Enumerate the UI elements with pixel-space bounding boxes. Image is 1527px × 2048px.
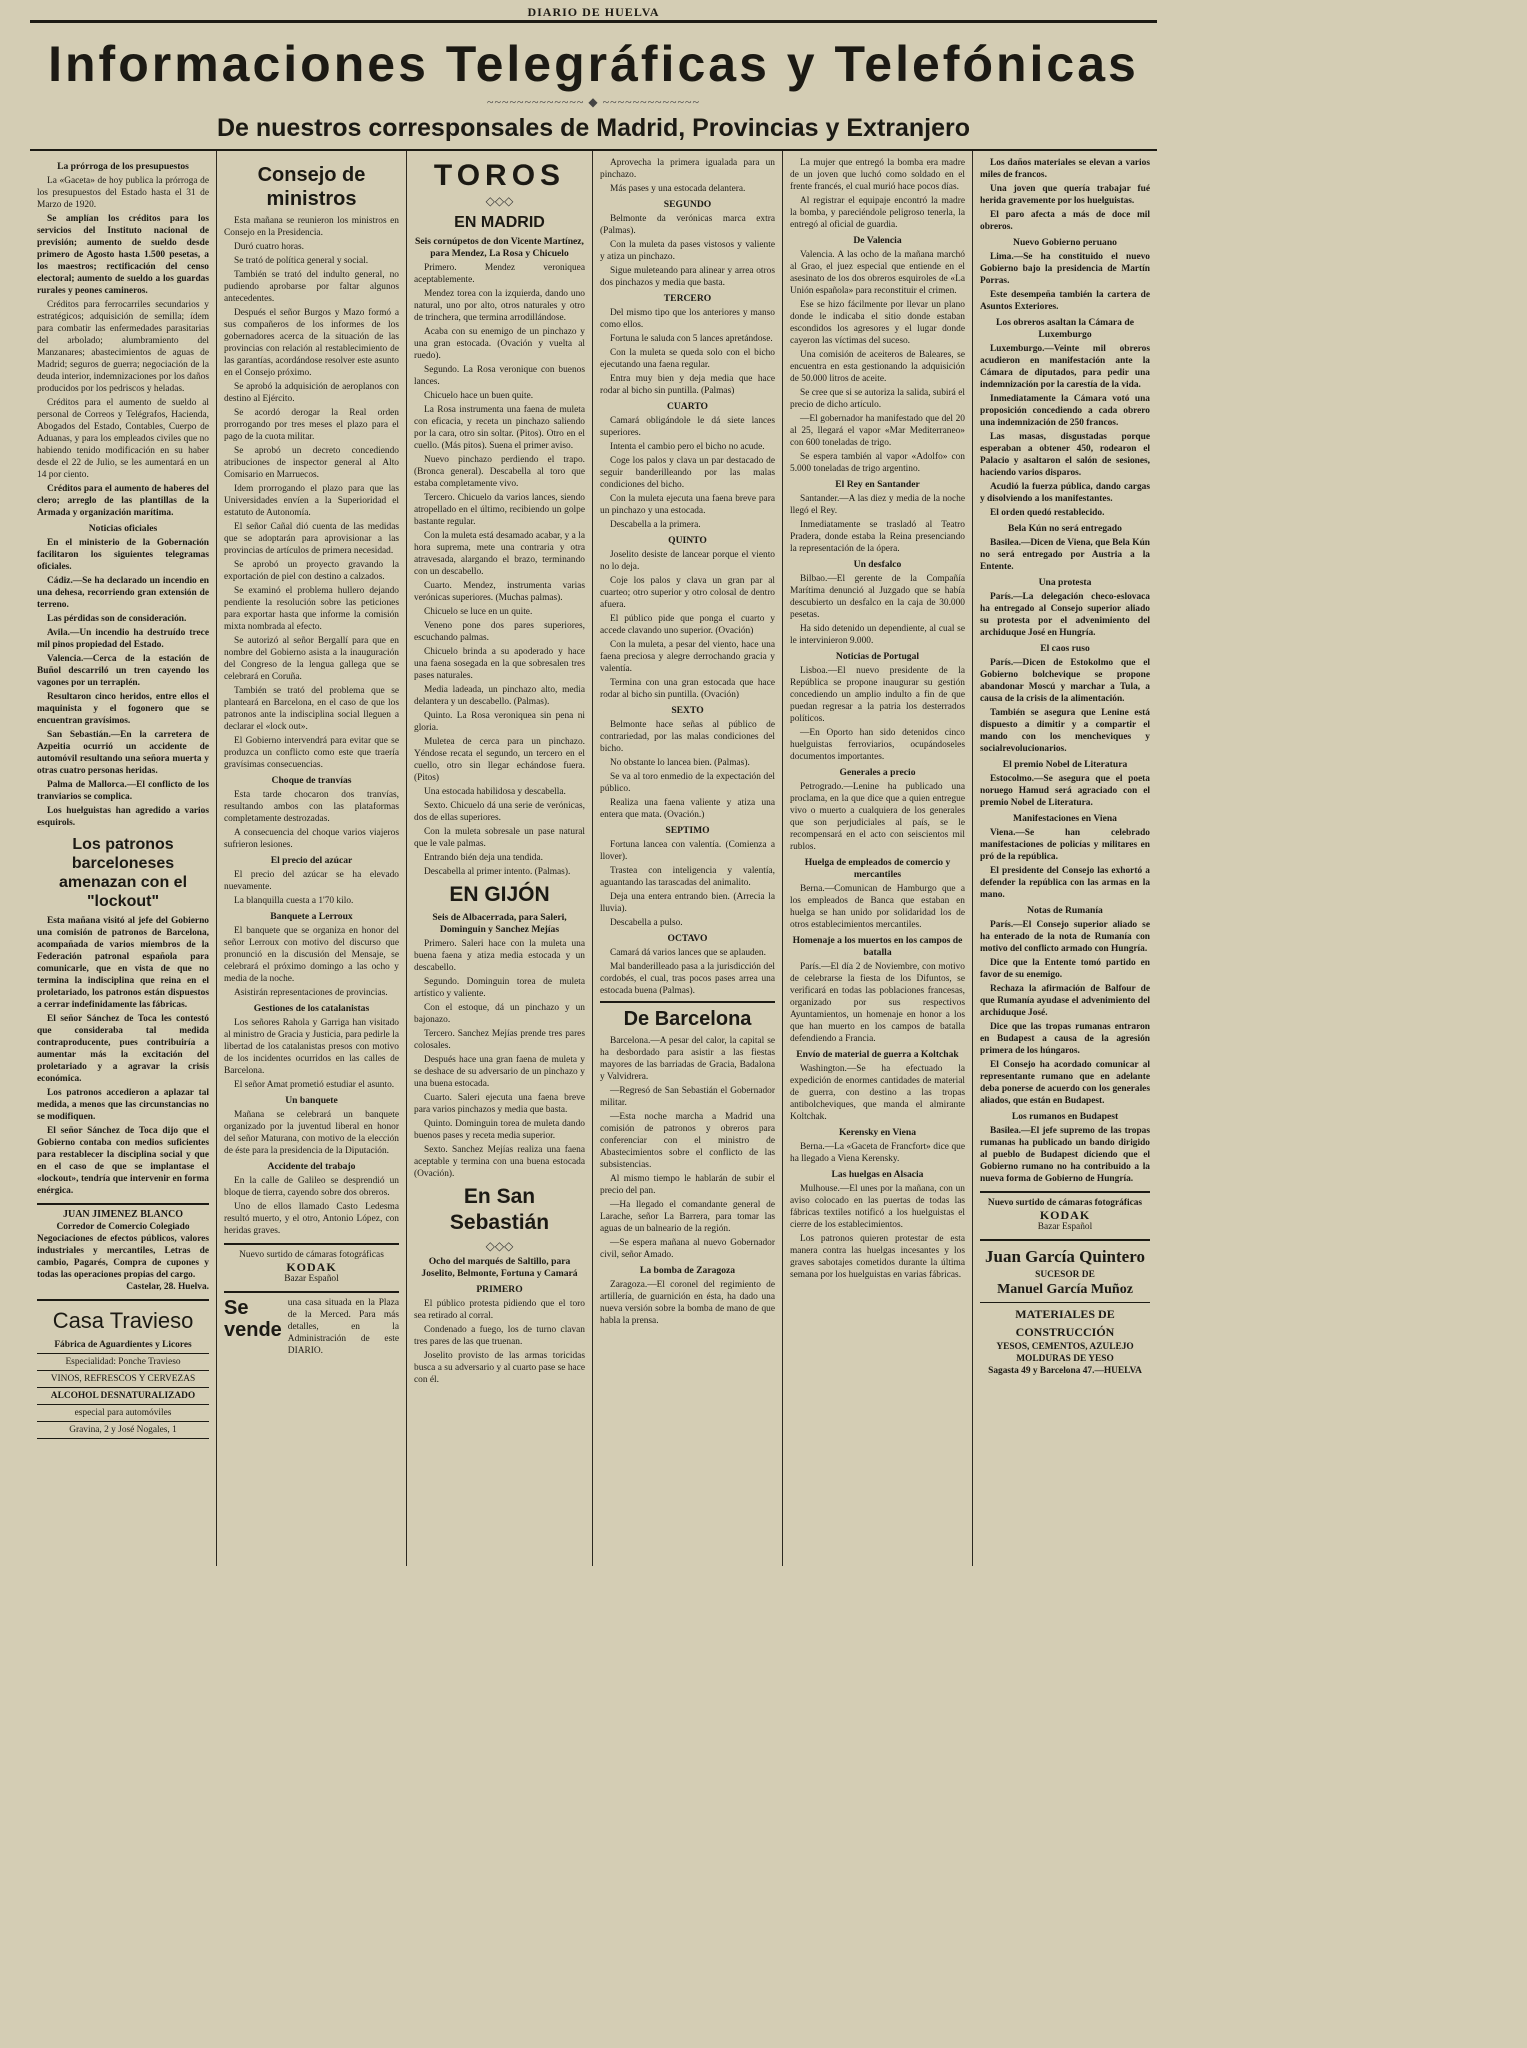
paragraph: La blanquilla cuesta a 1'70 kilo. [234,896,354,906]
paragraph: Se trató de política general y social. [234,256,369,266]
paragraph: El precio del azúcar se ha elevado nuevamente. [224,870,399,892]
paragraph: El orden quedó restablecido. [990,508,1105,518]
ad-garcia-quintero [980,1239,1150,1377]
paragraph: Después el señor Burgos y Mazo formó a sus compañeros de los informes de los gobernadores acerca de la situación de las provincias con relación al restablecimiento de las garantías, acordándose resolver este asunto en el Consejo próximo. [224,308,399,378]
ad-text: una casa situada en la Plaza de la Merced. Para más detalles, en la Administración de este DIARIO. [287,1298,399,1356]
article-heading: Nuevo Gobierno peruano [1013,237,1117,248]
section-heading: En San Sebastián [449,1185,550,1234]
article-heading: Choque de tranvías [271,775,352,786]
article-heading: Banquete a Lerroux [270,911,353,922]
article-heading: Noticias de Portugal [835,651,920,662]
article-heading: De Valencia [853,235,902,246]
paragraph: Entra muy bien y deja media que hace rodar al bicho sin puntilla. (Palmas) [600,374,775,396]
paragraph: Realiza una faena valiente y atiza una entera que mata. (Ovación.) [600,798,775,820]
paragraph: —Esta noche marcha a Madrid una comisión de patronos y obreros para conferenciar con el ministro de Abastecimientos sobre el conflicto de las subsistencias. [600,1112,775,1170]
ad-text: Negociaciones de efectos públicos, valores industriales y mercantiles, Letras de cambio, Pagarés, Compra de cupones y todas las operaciones propias del cargo. [37,1234,209,1280]
paragraph: Duró cuatro horas. [234,242,305,252]
article-heading: La prórroga de los presupuestos [57,161,189,172]
paragraph: París.—El Consejo superior aliado se ha enterado de la nota de Rumanía con motivo del conflicto armado con Hungría. [980,920,1150,954]
paragraph: Esta tarde chocaron dos tranvías, resultando ambos con las plataformas completamente destrozadas. [224,790,399,824]
paragraph: Con la muleta se queda solo con el bicho ejecutando una faena regular. [600,348,775,370]
article-heading: El premio Nobel de Literatura [1002,759,1128,770]
article-heading: Notas de Rumanía [1027,905,1103,916]
ad-line: VINOS, REFRESCOS Y CERVEZAS [37,1371,209,1388]
paragraph: Créditos para ferrocarriles secundarios y estratégicos; adquisición de semilla; ídem para combatir las enfermedades parasitarias del arbolado; alumbramiento del Manzanares; abastecimientos de aguas de Madrid; seguros de guerra; negociación de la deuda interior, indemnizaciones por los daños producidos por los pedriscos y heladas. [37,300,209,394]
ad-line: Fábrica de Aguardientes y Licores [37,1337,209,1354]
paragraph: Berna.—La «Gaceta de Francfort» dice que ha llegado a Viena Kerensky. [790,1142,965,1164]
paragraph: La «Gaceta» de hoy publica la prórroga de los presupuestos del Estado hasta el 31 de Marzo de 1920. [37,176,209,210]
paragraph: Se acordó derogar la Real orden prorrogando por tres meses el plazo para el pago de la cuota militar. [224,408,399,442]
paragraph: También se trató del indulto general, no pudiendo aprobarse por faltar algunos antecedentes. [224,270,399,304]
headline: Informaciones Telegráficas y Telefónicas [48,36,1139,92]
paragraph: Viena.—Se han celebrado manifestaciones de policías y militares en pró de la república. [980,828,1150,862]
article-heading: Gestiones de los catalanistas [253,1003,370,1014]
paragraph: Los daños materiales se elevan a varios miles de francos. [980,158,1150,180]
ad-brand: KODAK [1039,1208,1091,1222]
paragraph: Esta mañana se reunieron los ministros en Consejo en la Presidencia. [224,216,399,238]
ad-line: Nuevo surtido de cámaras fotográficas [987,1198,1143,1208]
paragraph: El presidente del Consejo las exhortó a defender la república con las armas en la mano. [980,866,1150,900]
paragraph: Cádiz.—Se ha declarado un incendio en una dehesa, recorriendo gran extensión de terreno. [37,576,209,610]
paragraph: Petrogrado.—Lenine ha publicado una proclama, en la que dice que a quien entregue vivo o muerto a cualquiera de los generales que son perjudiciales al país, se le recompensará en el acto con seiscientos mil rublos. [790,782,965,852]
paragraph: El banquete que se organiza en honor del señor Lerroux con motivo del discurso que pronunció en la discusión del Mensaje, se celebrará el próximo domingo a las ocho y media de la noche. [224,926,399,984]
article-heading: Accidente del trabajo [267,1161,356,1172]
paragraph: Mulhouse.—El unes por la mañana, con un aviso colocado en las puertas de todas las fábricas textiles notificó a los huelguistas el cierre de los establecimientos. [790,1184,965,1230]
paragraph: Se aprobó un proyecto gravando la exportación de piel con destino a calzados. [224,560,399,582]
paragraph: Barcelona.—A pesar del calor, la capital se ha desbordado para asistir a las fiestas mayores de las barriadas de Gracia, Badalona y Valvidrera. [600,1036,775,1082]
paragraph: No obstante lo lancea bien. (Palmas). [610,758,750,768]
paragraph: Valencia. A las ocho de la mañana marchó al Grao, el juez especial que entiende en el asesinato de los dos obreros esquiroles de «La Unión española» para reconstituir el crimen. [790,250,965,296]
article-heading: Un desfalco [853,559,902,570]
paragraph: Mañana se celebrará un banquete organizado por la juventud liberal en honor del señor Maturana, con motivo de la elección de éste para la presidencia de la Diputación. [224,1110,399,1156]
paragraph: Inmediatamente se trasladó al Teatro Pradera, donde estaba la Reina presenciando la representación de la ópera. [790,520,965,554]
paragraph: Acudió la fuerza pública, dando cargas y disolviendo a los manifestantes. [980,482,1150,504]
paragraph: Bilbao.—El gerente de la Compañía Marítima denunció al Juzgado que se había descubierto un desfalco en la caja de 30.000 pesetas. [790,574,965,620]
ad-name: Casa Travieso [52,1308,194,1333]
paragraph: Se aprobó un decreto concediendo atribuciones de inspector general al Alto Comisario en Marruecos. [224,446,399,480]
paragraph: Créditos para el aumento de haberes del clero; arreglo de las plantillas de la Armada y organización marítima. [37,484,209,518]
ad-line: YESOS, CEMENTOS, AZULEJO [996,1342,1134,1352]
subheadline: De nuestros corresponsales de Madrid, Provincias y Extranjero [216,114,971,142]
paragraph: Valencia.—Cerca de la estación de Buñol descarriló un tren cayendo los vagones por un terraplén. [37,654,209,688]
ornament-divider: ~~~~~~~~~~~~~ ◆ ~~~~~~~~~~~~~ [486,95,701,109]
paragraph: Coje los palos y clava un gran par al cuarteo; otro superior y otro colosal de dentro afuera. [600,576,775,610]
paragraph: Joselito provisto de las armas toricidas busca a su adversario y al cuarto pase se hace con él. [414,1351,585,1385]
paragraph: Cuarto. Mendez, instrumenta varias verónicas superiores. (Muchas palmas). [414,581,585,603]
ad-se-vende [224,1291,399,1357]
paragraph: Chicuelo se luce en un quite. [424,607,533,617]
article-heading: Consejo de ministros [257,164,366,210]
paragraph: —Ha llegado el comandante general de Larache, señor La Barrera, para tomar las aguas de un balneario de la región. [600,1200,775,1234]
paragraph: Resultaron cinco heridos, entre ellos el maquinista y el fogonero que se encuentran gravísimos. [37,692,209,726]
paragraph: Primero. Mendez veroniquea aceptablemente. [414,263,585,285]
paragraph: El público pide que ponga el cuarto y accede clavando uno superior. (Ovación) [600,614,775,636]
paragraph: Al mismo tiempo le hablarán de subir el precio del pan. [600,1174,775,1196]
ad-line: Bazar Español [1037,1222,1093,1232]
paragraph: Los patronos accedieron a aplazar tal medida, a menos que las circunstancias no se modifiquen. [37,1088,209,1122]
paragraph: Créditos para el aumento de sueldo al personal de Correos y Telégrafos, Hacienda, Abogados del Estado, Contables, Cuerpo de Aduanas, y para los empleados civiles que no habiendo tenido modificación en su haber desde el 22 de Julio, se les aumentará en un 14 por ciento. [37,398,209,480]
paragraph: Del mismo tipo que los anteriores y manso como ellos. [600,308,775,330]
ad-line: Especialidad: Ponche Travieso [37,1354,209,1371]
paragraph: Mendez torea con la izquierda, dando uno natural, uno por alto, otros naturales y otro de trinchera, que termina arrodillándose. [414,289,585,323]
paragraph: Esta mañana visitó al jefe del Gobierno una comisión de patronos de Barcelona, acompañada de varios miembros de la Federación patronal española para comunicarle, que en vista de que no termina la indisciplina que reina en el proletariado, los patronos están dispuestos a cerrar indefinidamente las fábricas. [37,916,209,1010]
article-heading: CUARTO [666,401,709,412]
ad-line: Gravina, 2 y José Nogales, 1 [37,1422,209,1439]
ad-line: especial para automóviles [37,1405,209,1422]
column-6 [972,151,1157,1566]
paragraph: Aprovecha la primera igualada para un pinchazo. [600,158,775,180]
ornament-divider: ◇◇◇ [485,1239,514,1253]
paragraph: Descabella al primer intento. (Palmas). [424,867,571,877]
paragraph: Con la muleta ejecuta una faena breve para un pinchazo y una estocada. [600,494,775,516]
article-heading: Generales a precio [839,767,916,778]
paragraph: El señor Amat prometió estudiar el asunto. [234,1080,395,1090]
paragraph: —El gobernador ha manifestado que del 20 al 25, llegará el vapor «Mar Mediterraneo» con 600 toneladas de trigo. [790,414,965,448]
column-2 [216,151,406,1566]
paragraph: Deja una entera entrando bien. (Arrecia la lluvia). [600,892,775,914]
article-heading: Los patronos barceloneses amenazan con el "lockout" [58,836,188,910]
paragraph: Después hace una gran faena de muleta y se deshace de su adversario de un pinchazo y una buena estocada. [414,1055,585,1089]
paragraph: El señor Cañal dió cuenta de las medidas que se adoptarán para aprovisionar a las provincias de artículos de primera necesidad. [224,522,399,556]
section-heading: TOROS [433,159,566,192]
columns [30,151,1157,1566]
paragraph: Se examinó el problema hullero dejando pendiente la resolución sobre las peticiones para exportar hasta que informe la comisión mixta nombrada al efecto. [224,586,399,632]
paragraph: Coge los palos y clava un par destacado de seguir banderilleando por las malas condiciones del bicho. [600,456,775,490]
column-1 [30,151,216,1566]
ad-casa-travieso [37,1299,209,1439]
column-3 [406,151,592,1566]
paragraph: Dice que las tropas rumanas entraron en Budapest a causa de la agresión primera de los húngaros. [980,1022,1150,1056]
paragraph: París.—La delegación checo-eslovaca ha entregado al Consejo superior aliado su protesta por el advenimiento del archiduque José en Hungría. [980,592,1150,638]
paragraph: —En Oporto han sido detenidos cinco huelguistas ferroviarios, ocupándoseles documentos importantes. [790,728,965,762]
paragraph: —Regresó de San Sebastián el Gobernador militar. [600,1086,775,1108]
paragraph: La Rosa instrumenta una faena de muleta con eficacia, y receta un pinchazo saliendo por la cara, otro sin soltar. (Pitos). Otro en el cuello. (Más pitos). Suena el primer aviso. [414,405,585,451]
paragraph: Media ladeada, un pinchazo alto, media delantera y un descabello. (Palmas). [414,685,585,707]
paragraph: Santander.—A las diez y media de la noche llegó el Rey. [790,494,965,516]
paragraph: Asistirán representaciones de provincias. [234,988,388,998]
paragraph: Rechaza la afirmación de Balfour de que Rumanía ayudase el advenimiento del archiduque José. [980,984,1150,1018]
paragraph: Los huelguistas han agredido a varios esquirols. [37,806,209,828]
paragraph: Idem prorrogando el plazo para que las Universidades envíen a la Superioridad el estatuto de Autonomía. [224,484,399,518]
ad-brand: KODAK [286,1260,337,1274]
paragraph: Belmonte da verónicas marca extra (Palmas). [600,214,775,236]
paragraph: Este desempeña también la cartera de Asuntos Exteriores. [980,290,1150,312]
paragraph: Con la muleta está desamado acabar, y a la hora suprema, mete una contraria y otra atravesada, alargando el brazo, terminando con un descabello. [414,531,585,577]
paragraph: Joselito desiste de lancear porque el viento no lo deja. [600,550,775,572]
article-heading: Seis de Albacerrada, para Saleri, Dominguin y Sanchez Mejías [432,912,567,935]
ad-kodak [224,1243,399,1285]
paragraph: Muletea de cerca para un pinchazo. Yéndose recata el segundo, un tercero en el cuello, otro sin llegar echándose fuera. (Pitos) [414,737,585,783]
ad-name: Juan García Quintero [985,1247,1145,1266]
paragraph: Las pérdidas son de consideración. [47,614,187,624]
paragraph: Termina con una gran estocada que hace rodar al bicho sin puntilla. (Ovación) [600,678,775,700]
article-heading: La bomba de Zaragoza [639,1265,736,1276]
column-4 [592,151,782,1566]
section-heading: De Barcelona [600,1001,775,1031]
paragraph: Fortuna le saluda con 5 lances apretándose. [610,334,773,344]
paragraph: Chicuelo brinda a su apoderado y hace una faena sosegada en la que sobresalen tres pases naturales. [414,647,585,681]
paragraph: Se cree que si se autoriza la salida, subirá el precio de dicho artículo. [790,388,965,410]
article-heading: Manifestaciones en Viena [1013,813,1117,824]
article-heading: Una protesta [1038,577,1092,588]
paragraph: Más pases y una estocada delantera. [610,184,746,194]
article-heading: El precio del azúcar [270,855,353,866]
paragraph: Estocolmo.—Se asegura que el poeta noruego Hamud será agraciado con el premio Nobel de Literatura. [980,774,1150,808]
paragraph: Belmonte hace señas al público de contrariedad, por las malas condiciones del bicho. [600,720,775,754]
ad-line: Manuel García Muñoz [997,1282,1133,1297]
paragraph: Una estocada habilidosa y descabella. [424,787,566,797]
paragraph: Veneno pone dos pares superiores, escuchando palmas. [414,621,585,643]
paragraph: Se aprobó la adquisición de aeroplanos con destino al Ejército. [224,382,399,404]
article-heading: El Rey en Santander [835,479,920,490]
paragraph: El Consejo ha acordado comunicar al representante rumano que en adelante deba ponerse de acuerdo con los generales aliados, que están en Budapest. [980,1060,1150,1106]
paragraph: Una comisión de aceiteros de Baleares, se encuentra en esta gestionando la adquisición de 50.000 litros de aceite. [790,350,965,384]
column-5 [782,151,972,1566]
ad-line: ALCOHOL DESNATURALIZADO [37,1388,209,1405]
paragraph: Condenado a fuego, los de turno clavan tres pares de las que truenan. [414,1325,585,1347]
article-heading: Seis cornúpetos de don Vicente Martínez, para Mendez, La Rosa y Chicuelo [415,236,584,259]
paragraph: Cuarto. Saleri ejecuta una faena breve para varios pinchazos y media que basta. [414,1093,585,1115]
paragraph: Berna.—Comunican de Hamburgo que a los empleados de Banca que estaban en huelga se han unido por solidaridad los de otros establecimientos mercantiles. [790,884,965,930]
paragraph: Sexto. Sanchez Mejías realiza una faena aceptable y termina con una buena estocada (Ovación). [414,1145,585,1179]
paragraph: Entrando bién deja una tendida. [424,853,543,863]
article-heading: Kerensky en Viena [838,1127,917,1138]
paragraph: —Se espera mañana al nuevo Gobernador civil, señor Amado. [600,1238,775,1260]
ad-address: Castelar, 28. Huelva. [126,1282,209,1292]
section-heading: EN MADRID [454,214,545,231]
paragraph: También se asegura que Lenine está dispuesto a dimitir y a compartir el mando con los mencheviques y socialrevolucionarios. [980,708,1150,754]
article-heading: SEPTIMO [665,825,710,836]
paragraph: Ha sido detenido un dependiente, al cual se le intervinieron 9.000. [790,624,965,646]
paragraph: Lima.—Se ha constituido el nuevo Gobierno bajo la presidencia de Martín Porras. [980,252,1150,286]
ad-line: SUCESOR DE [1035,1270,1095,1280]
ornament-divider: ◇◇◇ [485,194,514,208]
paragraph: El señor Sánchez de Toca dijo que el Gobierno contaba con medios suficientes para restablecer la disciplina social y que en el caso de que se implantase el «lockout», tendría que intervenir en forma enérgica. [37,1126,209,1196]
paragraph: Luxemburgo.—Veinte mil obreros acudieron en manifestación ante la Cámara de diputados, para pedir una indemnización por la carestía de la vida. [980,344,1150,390]
ad-name: JUAN JIMENEZ BLANCO [62,1209,183,1220]
paragraph: En el ministerio de la Gobernación facilitaron los siguientes telegramas oficiales. [37,538,209,572]
paragraph: Basilea.—El jefe supremo de las tropas rumanas ha publicado un bando dirigido al pueblo de Budapest diciendo que el Gobierno rumano no ha contribuido a la nueva forma de Gobierno de Hungría. [980,1126,1150,1184]
paragraph: Con la muleta da pases vistosos y valiente y atiza un pinchazo. [600,240,775,262]
article-heading: SEGUNDO [663,199,712,210]
paragraph: Al registrar el equipaje encontró la madre la bomba, y pareciéndole peligroso tenerla, la entregó al oficial de guardia. [790,196,965,230]
paragraph: Con el estoque, dá un pinchazo y un bajonazo. [414,1003,585,1025]
paragraph: Los patronos quieren protestar de esta manera contra las huelgas incesantes y los graves sabotajes cometidos durante la última semana por los huelguistas en varias fábricas. [790,1234,965,1280]
paragraph: Las masas, disgustadas porque esperaban a obtener 450, rodearon el Palacio y asaltaron el salón de sesiones, haciendo varios disparos. [980,432,1150,478]
paragraph: París.—Dicen de Estokolmo que el Gobierno bolchevique se propone abandonar Moscú y marchar a Tula, a causa de la crisis de la alimentación. [980,658,1150,704]
paragraph: Chicuelo hace un buen quite. [424,391,534,401]
paragraph: Quinto. La Rosa veroniquea sin pena ni gloria. [414,711,585,733]
paragraph: Descabella a pulso. [610,918,683,928]
paragraph: En la calle de Galileo se desprendió un bloque de tierra, cayendo sobre dos obreros. [224,1176,399,1198]
ad-address: Sagasta 49 y Barcelona 47.—HUELVA [988,1366,1142,1376]
ad-line: Bazar Español [284,1274,339,1284]
paragraph: Dice que la Entente tomó partido en favor de su enemigo. [980,958,1150,980]
paragraph: Se espera también al vapor «Adolfo» con 5.000 toneladas de trigo argentino. [790,452,965,474]
paragraph: Inmediatamente la Cámara votó una proposición concediendo a cada obrero una indemnización de 250 francos. [980,394,1150,428]
paragraph: Washington.—Se ha efectuado la expedición de enormes cantidades de material de guerra, con destino a las tropas antibolcheviques, que manda el almirante Koltchak. [790,1064,965,1122]
paragraph: Tercero. Sanchez Mejías prende tres pares colosales. [414,1029,585,1051]
paragraph: Tercero. Chicuelo da varios lances, siendo atropellado en el último, recibiendo un golpe bastante regular. [414,493,585,527]
article-heading: Los rumanos en Budapest [1011,1111,1119,1122]
article-heading: Bela Kún no será entregado [1008,523,1122,534]
paragraph: Trastea con inteligencia y valentía, aguantando las tarascadas del animalito. [600,866,775,888]
paragraph: Segundo. Dominguin torea de muleta artístico y valiente. [414,977,585,999]
paragraph: Se va al toro enmedio de la expectación del público. [600,772,775,794]
paragraph: Sigue muleteando para alinear y arrea otros dos pinchazos y media que basta. [600,266,775,288]
paragraph: Camará obligándole le dá siete lances superiores. [600,416,775,438]
article-heading: Huelga de empleados de comercio y mercantiles [804,857,951,880]
paragraph: Descabella a la primera. [610,520,701,530]
paragraph: Mal banderilleado pasa a la jurisdicción del cordobés, el cual, tras pocos pases arrea una estocada buena (Palmas). [600,962,775,996]
ad-line: MATERIALES DE CONSTRUCCIÓN [980,1302,1150,1341]
paragraph: París.—El día 2 de Noviembre, con motivo de celebrarse la fiesta de los Difuntos, se verificará en todas las poblaciones francesas, organizado por sus respectivos Ayuntamientos, un homenaje en honor a los que han muerto en los campos de batalla defendiendo a Francia. [790,962,965,1044]
paragraph: Segundo. La Rosa veronique con buenos lances. [414,365,585,387]
paragraph: El paro afecta a más de doce mil obreros. [980,210,1150,232]
paragraph: También se trató del problema que se planteará en Barcelona, en el caso de que los patronos ante la indisciplina social lleguen a declarar el «lock out». [224,686,399,732]
paragraph: Con la muleta, a pesar del viento, hace una faena preciosa y alegre derrochando gracia y valentía. [600,640,775,674]
paragraph: El Gobierno intervendrá para evitar que se produzca un conflicto como este que traería gravísimas consecuencias. [224,736,399,770]
article-heading: Las huelgas en Alsacia [831,1169,924,1180]
paragraph: Zaragoza.—El coronel del regimiento de artillería, de guarnición en ésta, ha dado una nueva versión sobre la bomba de mano de que habla la prensa. [600,1280,775,1326]
article-heading: OCTAVO [667,933,708,944]
article-heading: Ocho del marqués de Saltillo, para Joselito, Belmonte, Fortuna y Camará [421,1256,578,1279]
paragraph: Se amplían los créditos para los servicios del Instituto nacional de previsión; aumento de sueldo desde primero de Agosto hasta 1.500 pesetas, a los maestros; rectificación del censo electoral; aumento de sueldo a los guardas rurales y peones camineros. [37,214,209,296]
paragraph: Intenta el cambio pero el bicho no acude. [610,442,765,452]
ad-jimenez [37,1203,209,1293]
paragraph: La mujer que entregó la bomba era madre de un joven que luchó como soldado en el frente francés, el cual murió hace pocos días. [790,158,965,192]
article-heading: Noticias oficiales [88,523,158,534]
paragraph: Ese se hizo fácilmente por llevar un plano donde le indicaba el sitio donde estaban escondidos los agresores y el lugar donde cayeron las víctimas del suceso. [790,300,965,346]
paragraph: Nuevo pinchazo perdiendo el trapo. (Bronca general). Descabella al toro que estaba completamente vivo. [414,455,585,489]
paragraph: Camará dá varios lances que se aplauden. [610,948,766,958]
paragraph: El público protesta pidiendo que el toro sea retirado al corral. [414,1299,585,1321]
ad-headline: Se vende [224,1297,282,1341]
paragraph: Acaba con su enemigo de un pinchazo y una gran estocada. (Ovación y vuelta al ruedo). [414,327,585,361]
article-heading: El caos ruso [1040,643,1090,654]
paragraph: El señor Sánchez de Toca les contestó que consideraba tal medida contraproducente, pues contribuiría a aumentar más la excitación del proletariado y a agravar la crisis económica. [37,1014,209,1084]
paragraph: Quinto. Dominguin torea de muleta dando buenos pases y receta media superior. [414,1119,585,1141]
paragraph: Primero. Saleri hace con la muleta una buena faena y atiza media estocada y un descabello. [414,939,585,973]
paragraph: Uno de ellos llamado Casto Ledesma resultó muerto, y el otro, Antonio López, con heridas graves. [224,1202,399,1236]
paragraph: Basilea.—Dicen de Viena, que Bela Kún no será entregado por Austria a la Entente. [980,538,1150,572]
masthead: DIARIO DE HUELVA [30,0,1157,23]
paragraph: Sexto. Chicuelo dá una serie de verónicas, dos de ellas superiores. [414,801,585,823]
article-heading: Un banquete [285,1095,338,1106]
paragraph: Lisboa.—El nuevo presidente de la República se propone inaugurar su gestión concediendo un amplio indulto a fin de que puedan regresar a la patria los desterrados políticos. [790,666,965,724]
article-heading: PRIMERO [476,1284,523,1295]
article-heading: QUINTO [668,535,707,546]
paragraph: Avila.—Un incendio ha destruído trece mil pinos propiedad del Estado. [37,628,209,650]
ad-line: Nuevo surtido de cámaras fotográficas [239,1250,384,1260]
paragraph: Se autorizó al señor Bergallí para que en nombre del Gobierno asista a la inauguración del Congreso de la lengua gallega que se celebrará en Coruña. [224,636,399,682]
ad-role: Corredor de Comercio Colegiado [56,1222,190,1232]
article-heading: Homenaje a los muertos en los campos de batalla [792,935,963,958]
article-heading: Los obreros asaltan la Cámara de Luxemburgo [996,317,1134,340]
section-heading: EN GIJÓN [449,883,550,906]
article-heading: TERCERO [663,293,712,304]
article-heading: SEXTO [671,705,704,716]
ad-line: MOLDURAS DE YESO [1016,1354,1114,1364]
paragraph: Palma de Mallorca.—El conflicto de los tranviarios se complica. [37,780,209,802]
paragraph: Los señores Rahola y Garriga han visitado al ministro de Gracia y Justicia, para pedirle la libertad de los catalanistas presos con motivo de los incidentes ocurridos en las calles de Barcelona. [224,1018,399,1076]
ad-kodak [980,1191,1150,1233]
paragraph: Fortuna lancea con valentía. (Comienza a llover). [600,840,775,862]
paragraph: San Sebastián.—En la carretera de Azpeitia ocurrió un accidente de automóvil resultando una señora muerta y otras cuatro personas heridas. [37,730,209,776]
paragraph: A consecuencia del choque varios viajeros sufrieron lesiones. [224,828,399,850]
paragraph: Con la muleta sobresale un pase natural que le vale palmas. [414,827,585,849]
paragraph: Una joven que quería trabajar fué herida gravemente por los huelguistas. [980,184,1150,206]
article-heading: Envío de material de guerra a Koltchak [796,1049,959,1060]
